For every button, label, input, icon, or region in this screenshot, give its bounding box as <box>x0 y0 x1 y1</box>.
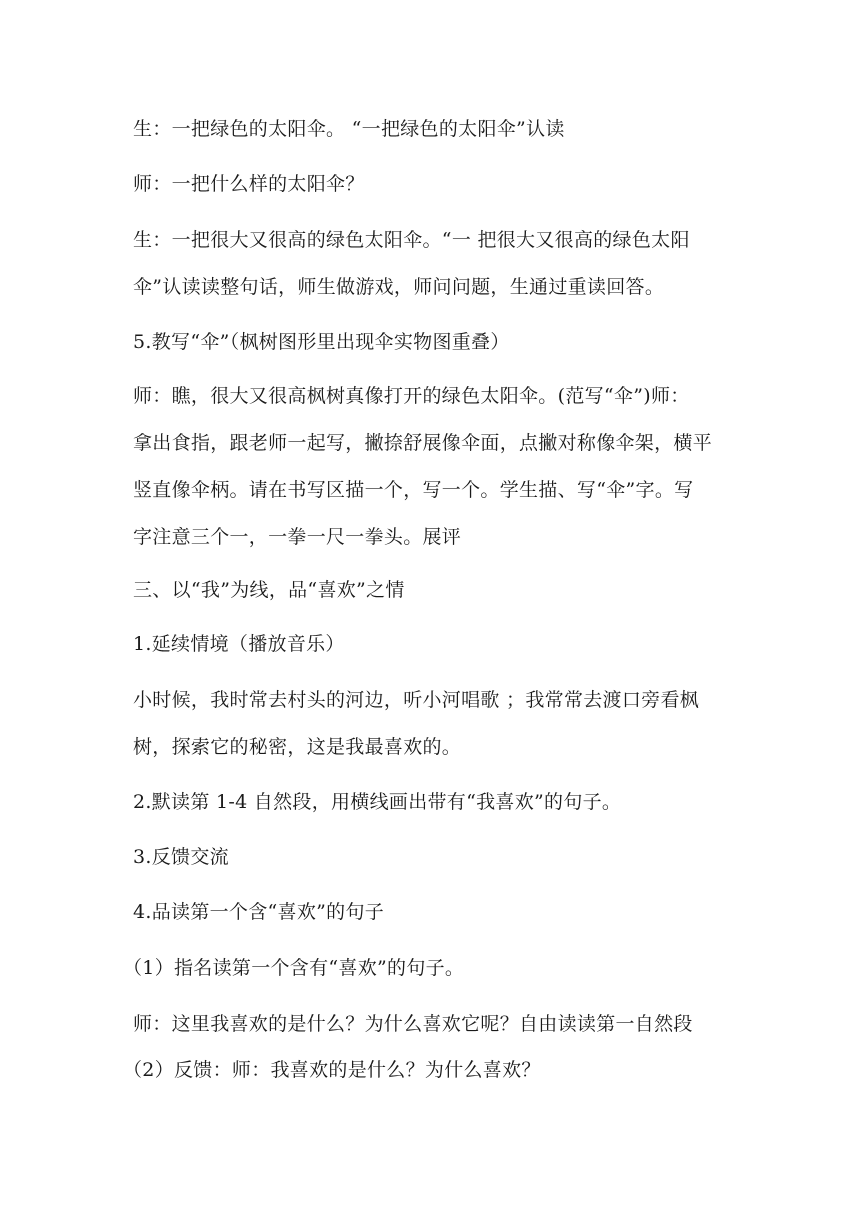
section-heading: 3.反馈交流 <box>133 846 229 868</box>
text-line: （2）反馈：师：我喜欢的是什么？为什么喜欢？ <box>123 1059 541 1081</box>
text-line: 师：瞧，很大又很高枫树真像打开的绿色太阳伞。(范写“伞”)师： <box>133 385 690 407</box>
section-heading: 4.品读第一个含“喜欢”的句子 <box>133 901 385 923</box>
text-line: 拿出食指，跟老师一起写，撇捺舒展像伞面，点撇对称像伞架，横平 <box>133 432 713 454</box>
text-line: 师：一把什么样的太阳伞？ <box>133 173 365 195</box>
text-line: 生：一把很大又很高的绿色太阳伞。“一 把很大又很高的绿色太阳 <box>133 229 690 251</box>
text-line: 伞”认读读整句话，师生做游戏，师问问题，生通过重读回答。 <box>133 276 665 298</box>
text-line: 树，探索它的秘密，这是我最喜欢的。 <box>133 736 462 758</box>
text-line: 小时候，我时常去村头的河边，听小河唱歌 ；我常常去渡口旁看枫 <box>133 689 700 711</box>
text-line: （1）指名读第一个含有“喜欢”的句子。 <box>123 957 465 979</box>
text-line: 竖直像伞柄。请在书写区描一个，写一个。学生描、写“伞”字。写 <box>133 479 694 501</box>
text-line: 师：这里我喜欢的是什么？为什么喜欢它呢？自由读读第一自然段 <box>133 1013 693 1035</box>
section-heading: 三、以“我”为线，品“喜欢”之情 <box>133 579 405 601</box>
section-heading: 2.默读第 1-4 自然段，用横线画出带有“我喜欢”的句子。 <box>133 791 622 813</box>
text-line: 生：一把绿色的太阳伞。 “一把绿色的太阳伞”认读 <box>133 118 565 140</box>
section-heading: 1.延续情境（播放音乐） <box>133 633 345 655</box>
section-heading: 5.教写“伞”（枫树图形里出现伞实物图重叠） <box>133 331 510 353</box>
text-line: 字注意三个一，一拳一尺一拳头。展评 <box>133 526 462 548</box>
